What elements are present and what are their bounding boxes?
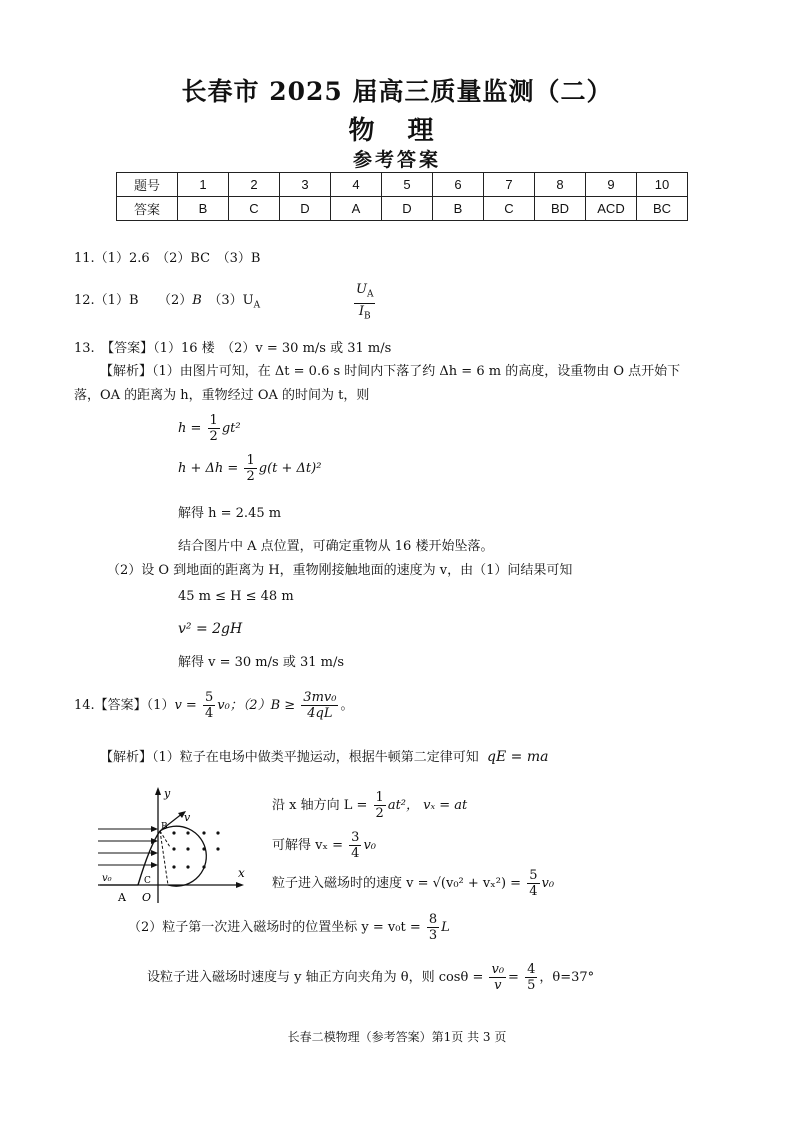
q11-answer: 11.（1）2.6 （2）BC （3）B [74, 251, 261, 266]
q14-enter-num: 5 [529, 868, 538, 883]
q13-analysis-line1: 【解析】（1）由图片可知，在 Δt = 0.6 s 时间内下落了约 Δh = 6 m 的高度，设重物由 O 点开始下 [100, 364, 681, 379]
eq2-right: g(t + Δt)² [258, 461, 322, 476]
q14-b-num: 3mv₀ [303, 690, 337, 705]
label-O: O [142, 891, 152, 904]
q14-analysis [100, 748, 548, 767]
q13-part2: （2）设 O 到地面的距离为 H，重物刚接触地面的速度为 v，由（1）问结果可知 [107, 563, 573, 578]
q13-equation-3: v² = 2gH [178, 621, 243, 637]
q14-solve-tail: v₀ [363, 838, 376, 853]
q12-frac-den: I [358, 303, 364, 319]
q12-frac-num-sub: A [366, 289, 374, 300]
q14-solve [272, 830, 376, 861]
q14-solve-num: 3 [351, 830, 360, 845]
half-num: 1 [375, 790, 384, 805]
question-number: 6 [433, 173, 484, 197]
question-number: 5 [382, 173, 433, 197]
label-A: A [118, 891, 126, 904]
answer-cell: B [433, 197, 484, 221]
q13-result-1: 解得 h = 2.45 m [178, 506, 282, 521]
q14-b-den: 4qL [307, 706, 333, 721]
question-number: 3 [280, 173, 331, 197]
question-number: 4 [331, 173, 382, 197]
q14-part2-den: 3 [428, 928, 438, 943]
question-number: 1 [178, 173, 229, 197]
q14-part2-text: （2）粒子第一次进入磁场时的位置坐标 y = v₀t = [128, 920, 421, 935]
question-number-row [117, 173, 688, 197]
q13-analysis-line2: 落，OA 的距离为 h，重物经过 OA 的时间为 t，则 [74, 388, 370, 403]
question-number: 8 [535, 173, 586, 197]
q14-solve-text: 可解得 vₓ = [272, 838, 344, 853]
label-v: v [184, 811, 191, 824]
q12-prefix: 12.（1）B （2） [74, 293, 193, 308]
particle-trajectory-figure [98, 785, 258, 910]
q14-angle-tail: ，θ=37° [539, 970, 595, 985]
q14-part2 [128, 912, 450, 943]
answer-table [116, 172, 688, 221]
page-title: 长春市 2025 届高三质量监测（二） [181, 77, 613, 106]
q14-line-x [272, 790, 467, 821]
row-label-number: 题号 [117, 173, 178, 197]
q14-v-den: 4 [204, 706, 214, 721]
question-number: 10 [637, 173, 688, 197]
question-number: 9 [586, 173, 637, 197]
label-C: C [144, 876, 151, 886]
q14-angle-mid: = [508, 970, 519, 985]
q13-answer: 13. 【答案】（1）16 楼 （2）v = 30 m/s 或 31 m/s [74, 341, 392, 356]
answer-cell: D [280, 197, 331, 221]
q14-enter-den: 4 [529, 884, 538, 899]
q14-angle-num2: 4 [527, 962, 536, 977]
answer-cell: B [178, 197, 229, 221]
q14-line-x-tail: at²， vₓ = at [387, 798, 468, 813]
answer-cell: C [229, 197, 280, 221]
answer-cell: BD [535, 197, 586, 221]
q14-v-tail: v₀；（2）B ≥ [217, 698, 296, 713]
question-number: 2 [229, 173, 280, 197]
q14-angle-den2: 5 [527, 978, 536, 993]
q14-angle [147, 962, 594, 993]
q14-angle-num: v₀ [491, 962, 505, 977]
label-v0: v₀ [102, 873, 112, 884]
half-num: 1 [246, 453, 255, 468]
q14-solve-den: 4 [351, 846, 360, 861]
subject-title: 物 理 [348, 116, 446, 146]
q14-part2-tail: L [441, 920, 450, 935]
q14-enter-speed [272, 868, 554, 899]
label-x: x [238, 866, 245, 880]
q14-enter-tail: v₀ [541, 876, 555, 891]
answer-cell: BC [637, 197, 688, 221]
row-label-answer: 答案 [117, 197, 178, 221]
q14-analysis-eq: qE = ma [487, 749, 549, 765]
q13-result-2: 解得 v = 30 m/s 或 31 m/s [178, 655, 345, 670]
q14-enter-text: 粒子进入磁场时的速度 v = √(v₀² + vₓ²) = [272, 876, 522, 891]
q13-range: 45 m ≤ H ≤ 48 m [178, 589, 294, 604]
q12-fraction [352, 282, 377, 324]
q14-prefix: 14.【答案】（1） [74, 698, 175, 713]
answer-row [117, 197, 688, 221]
q12-answer [74, 292, 260, 315]
q12-frac-num: U [356, 282, 367, 297]
half-den: 2 [375, 806, 384, 821]
answer-cell: D [382, 197, 433, 221]
q13-conclusion: 结合图片中 A 点位置，可确定重物从 16 楼开始坠落。 [178, 539, 494, 554]
eq1-right: gt² [221, 421, 241, 436]
q12-part3: （3）U [201, 293, 254, 308]
answer-cell: C [484, 197, 535, 221]
q14-v-num: 5 [204, 690, 214, 705]
half-den: 2 [209, 429, 218, 444]
q14-answer [74, 690, 353, 721]
q13-equation-1 [178, 413, 241, 444]
q14-v-eq: v = [174, 698, 197, 713]
q14-angle-den: v [494, 978, 502, 993]
question-number: 7 [484, 173, 535, 197]
q12-sub: A [253, 300, 261, 311]
q13-equation-2 [178, 453, 321, 484]
q12-frac-den-sub: B [363, 311, 371, 322]
half-num: 1 [209, 413, 218, 428]
q14-line-x-text: 沿 x 轴方向 L = [272, 798, 368, 813]
half-den: 2 [246, 469, 255, 484]
answer-cell: ACD [586, 197, 637, 221]
answer-cell: A [331, 197, 382, 221]
q14-analysis-text: 【解析】（1）粒子在电场中做类平抛运动，根据牛顿第二定律可知 [100, 750, 479, 765]
eq2-left: h + Δh = [178, 461, 239, 476]
eq1-left: h = [178, 421, 202, 436]
q12-part2: B [192, 293, 202, 308]
q14-angle-text: 设粒子进入磁场时速度与 y 轴正方向夹角为 θ，则 cosθ = [147, 970, 484, 985]
q14-part2-num: 8 [428, 912, 438, 927]
answer-key-subtitle: 参考答案 [352, 149, 441, 171]
page-footer: 长春二模物理（参考答案）第1页 共 3 页 [287, 1030, 507, 1044]
label-B: B [161, 822, 168, 832]
label-y: y [164, 787, 171, 800]
q14-b-tail: 。 [340, 698, 354, 713]
